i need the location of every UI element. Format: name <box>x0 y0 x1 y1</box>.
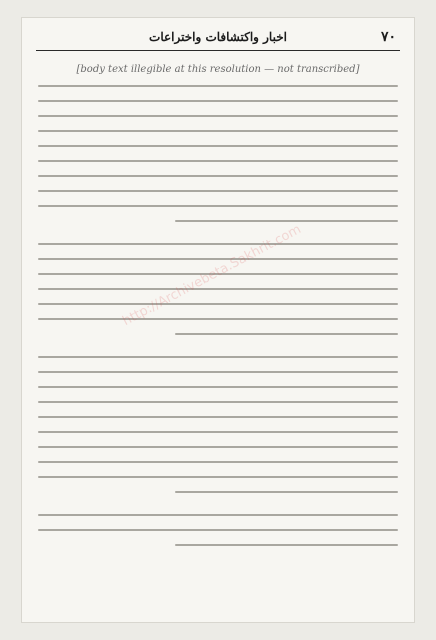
text-line <box>38 529 398 531</box>
text-line <box>38 318 398 320</box>
text-line <box>38 85 398 87</box>
text-line <box>38 160 398 162</box>
text-line <box>38 175 398 177</box>
illegible-note: [body text illegible at this resolution — not transcribed] <box>76 64 360 75</box>
text-line <box>38 416 398 418</box>
text-line <box>38 461 398 463</box>
text-lines <box>38 85 398 546</box>
text-line <box>175 544 398 546</box>
text-line <box>38 258 398 260</box>
page-header <box>36 28 400 51</box>
text-line <box>175 220 398 222</box>
text-line <box>38 446 398 448</box>
text-line <box>38 100 398 102</box>
page-number: ٧٠ <box>380 29 396 45</box>
running-title: اخبار واكتشافات واختراعات <box>149 30 287 44</box>
text-line <box>38 243 398 245</box>
text-line <box>38 401 398 403</box>
text-line <box>38 371 398 373</box>
text-line <box>175 491 398 493</box>
text-line <box>38 356 398 358</box>
text-line <box>38 288 398 290</box>
text-line <box>38 205 398 207</box>
text-line <box>38 476 398 478</box>
text-line <box>38 190 398 192</box>
text-line <box>38 115 398 117</box>
text-line <box>38 386 398 388</box>
text-line <box>38 130 398 132</box>
article-body <box>38 62 398 610</box>
text-line <box>38 145 398 147</box>
text-line <box>38 303 398 305</box>
text-line <box>38 514 398 516</box>
text-line <box>38 431 398 433</box>
text-line <box>38 273 398 275</box>
text-line <box>175 333 398 335</box>
watermark: http://Archivebeta.Sakhrit.com <box>120 221 304 330</box>
document-page <box>22 18 414 622</box>
